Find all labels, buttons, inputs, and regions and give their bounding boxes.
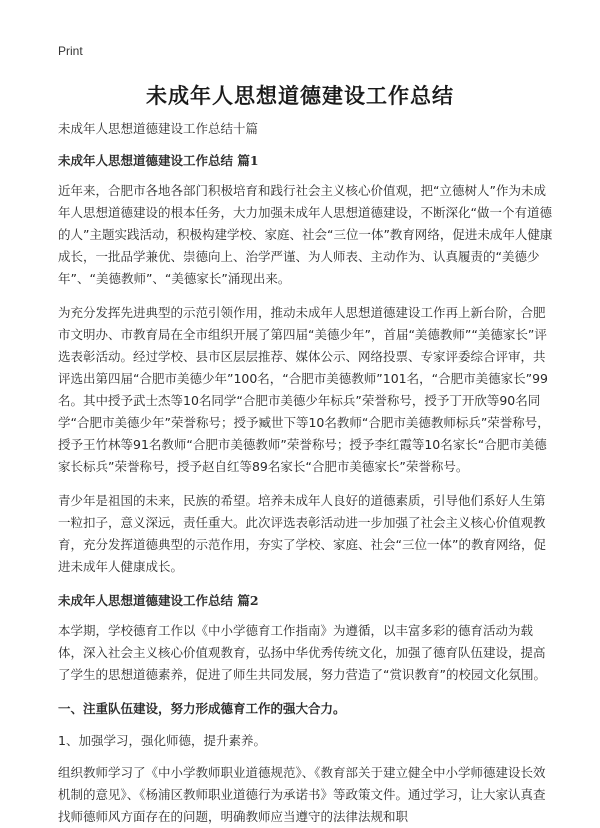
document-body xyxy=(58,118,556,828)
list-item: 1、加强学习，强化师德，提升素养。 xyxy=(58,733,266,748)
article-1-heading-text: 未成年人思想道德建设工作总结 篇 xyxy=(58,153,250,168)
article-2-heading xyxy=(58,590,556,612)
article-1-paragraph: 近年来，合肥市各地各部门积极培育和践行社会主义核心价值观，把“立德树人”作为未成年人思想道德建设的根本任务，大力加强未成年人思想道德建设，不断深化“做一个有道德的人”主题实践活动，积极构建学校、家庭、社会“三位一体”教育网络，促进未成年人健康成长，一批品学兼优、崇德向上、治学严谨、为人师表、主动作为、认真履责的“美德少年”、“美德教师”、“美德家长”涌现出来。 xyxy=(58,183,553,286)
article-2-heading-text: 未成年人思想道德建设工作总结 篇 xyxy=(58,593,250,608)
section-bold-heading: 一、注重队伍建设，努力形成德育工作的强大合力。 xyxy=(58,701,346,716)
article-1-heading xyxy=(58,150,556,172)
article-2-paragraph: 组织教师学习了《中小学教师职业道德规范》、《教育部关于建立健全中小学师德建设长效机制的意见》、《杨浦区教师职业道德行为承诺书》等政策文件。通过学习，让大家认真查找师德师风方面存在的问题，明确教师应当遵守的法律法规和职 xyxy=(58,765,546,824)
print-link[interactable]: Print xyxy=(58,44,83,58)
article-2-paragraph: 本学期，学校德育工作以《中小学德育工作指南》为遵循，以丰富多彩的德育活动为载体，深入社会主义核心价值观教育，弘扬中华优秀传统文化，加强了德育队伍建设，提高了学生的思想道德素养，促进了师生共同发展，努力营造了“赏识教育”的校园文化氛围。 xyxy=(58,623,546,682)
document-subtitle: 未成年人思想道德建设工作总结十篇 xyxy=(58,121,259,136)
article-1-heading-number: 1 xyxy=(249,153,259,168)
page-title: 未成年人思想道德建设工作总结 xyxy=(146,84,454,108)
article-1-paragraph: 青少年是祖国的未来，民族的希望。培养未成年人良好的道德素质，引导他们系好人生第一粒扣子，意义深远，责任重大。此次评选表彰活动进一步加强了社会主义核心价值观教育，充分发挥道德典型的示范作用，夯实了学校、家庭、社会“三位一体”的教育网络，促进未成年人健康成长。 xyxy=(58,493,546,574)
article-2-heading-number: 2 xyxy=(249,593,259,608)
article-1-paragraph: 为充分发挥先进典型的示范引领作用，推动未成年人思想道德建设工作再上新台阶，合肥市文明办、市教育局在全市组织开展了第四届“美德少年”，首届“美德教师”“美德家长”评选表彰活动。经过学校、县市区层层推荐、媒体公示、网络投票、专家评委综合评审，共评选出第四届“合肥市美德少年”100名，“合肥市美德教师”101名，“合肥市美德家长”99名。其中授予武士杰等10名同学“合肥市美德少年标兵”荣誉称号，授予丁开欣等90名同学“合肥市美德少年”荣誉称号；授予臧世下等10名教师“合肥市美德教师标兵”荣誉称号，授予王竹林等91名教师“合肥市美德教师”荣誉称号；授予李红霞等10名家长“合肥市美德家长标兵”荣誉称号，授予赵自红等89名家长“合肥市美德家长”荣誉称号。 xyxy=(58,305,550,474)
